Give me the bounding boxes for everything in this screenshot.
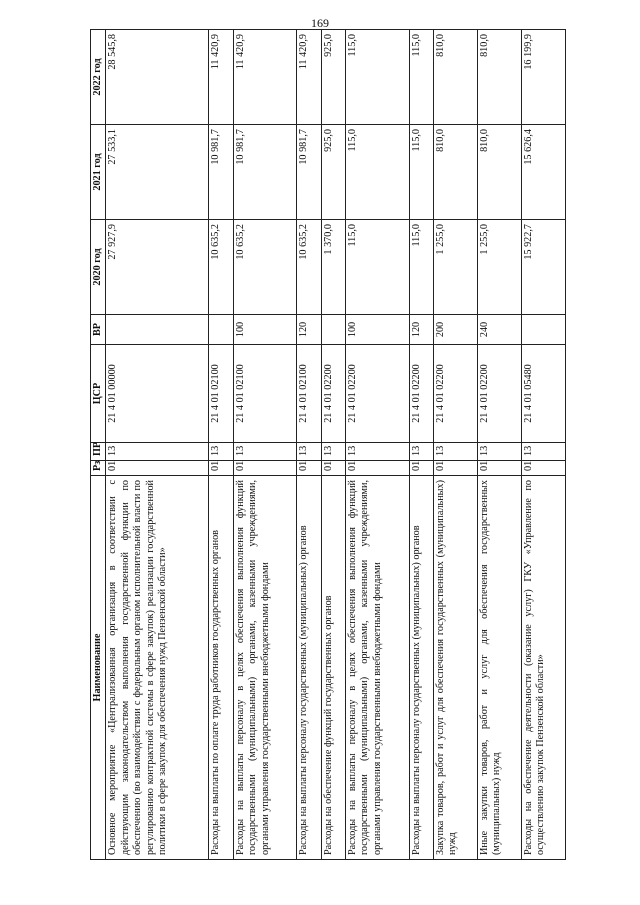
row-2020: 10 635,2: [209, 220, 233, 315]
row-csr: 21 4 01 02200: [433, 345, 477, 443]
row-vr: [106, 315, 209, 345]
row-csr: 21 4 01 02100: [297, 345, 321, 443]
header-vr: ВР: [91, 315, 106, 345]
table-row: [409, 30, 433, 860]
row-pr: 13: [409, 443, 433, 461]
budget-table: [90, 29, 566, 860]
row-csr: 21 4 01 02100: [209, 345, 233, 443]
table-row: [521, 30, 565, 860]
row-2022: 11 420,9: [297, 30, 321, 125]
row-2021: 10 981,7: [297, 125, 321, 220]
table-header-row: [91, 30, 106, 860]
row-pr: 13: [521, 443, 565, 461]
budget-table-frame: [90, 30, 566, 860]
row-2021: 10 981,7: [209, 125, 233, 220]
row-2020: 115,0: [409, 220, 433, 315]
table-row: [233, 30, 297, 860]
row-csr: 21 4 01 05480: [521, 345, 565, 443]
row-csr: 21 4 01 02200: [321, 345, 345, 443]
row-vr: 100: [233, 315, 297, 345]
header-name: Наименование: [91, 476, 106, 860]
row-2021: 10 981,7: [233, 125, 297, 220]
row-2022: 810,0: [433, 30, 477, 125]
row-2022: 925,0: [321, 30, 345, 125]
row-vr: 240: [477, 315, 521, 345]
row-2021: 115,0: [346, 125, 410, 220]
row-vr: 100: [346, 315, 410, 345]
table-row: [477, 30, 521, 860]
row-2021: 15 626,4: [521, 125, 565, 220]
table-row: [209, 30, 233, 860]
row-2020: 15 922,7: [521, 220, 565, 315]
header-2020: 2020 год: [91, 220, 106, 315]
row-rz: 01: [209, 461, 233, 476]
header-2022: 2022 год: [91, 30, 106, 125]
row-pr: 13: [297, 443, 321, 461]
page-number: 169: [311, 16, 329, 30]
row-name: Расходы на выплаты персоналу государственных (муниципальных) органов: [409, 476, 433, 860]
row-csr: 21 4 01 02200: [477, 345, 521, 443]
row-2021: 925,0: [321, 125, 345, 220]
row-rz: 01: [433, 461, 477, 476]
row-name: Расходы на выплаты персоналу в целях обеспечения выполнения функций государственными (муниципальными) органами, казенными учреждениями, органами управления государственными внебюджетными фондами: [346, 476, 410, 860]
header-pr: ПР: [91, 443, 106, 461]
table-row: [106, 30, 209, 860]
row-2020: 115,0: [346, 220, 410, 315]
row-csr: 21 4 01 02100: [233, 345, 297, 443]
table-row: [346, 30, 410, 860]
header-2021: 2021 год: [91, 125, 106, 220]
table-row: [433, 30, 477, 860]
row-vr: [521, 315, 565, 345]
header-rz: Рз: [91, 461, 106, 476]
row-name: Расходы на обеспечение деятельности (оказание услуг) ГКУ «Управление по осуществлению закупок Пензенской области»: [521, 476, 565, 860]
row-rz: 01: [521, 461, 565, 476]
row-csr: 21 4 01 02200: [346, 345, 410, 443]
row-2022: 810,0: [477, 30, 521, 125]
row-2020: 10 635,2: [233, 220, 297, 315]
row-2020: 1 370,0: [321, 220, 345, 315]
row-rz: 01: [233, 461, 297, 476]
row-pr: 13: [106, 443, 209, 461]
row-2022: 28 545,8: [106, 30, 209, 125]
row-name: Расходы на обеспечение функций государственных органов: [321, 476, 345, 860]
row-vr: [209, 315, 233, 345]
row-2022: 115,0: [346, 30, 410, 125]
row-2020: 1 255,0: [433, 220, 477, 315]
row-2020: 27 927,9: [106, 220, 209, 315]
row-rz: 01: [409, 461, 433, 476]
row-vr: 120: [409, 315, 433, 345]
row-name: Расходы на выплаты персоналу в целях обеспечения выполнения функций государственными (муниципальными) органами, казенными учреждениями, органами управления государственными внебюджетными фондами: [233, 476, 297, 860]
row-name: Расходы на выплаты по оплате труда работников государственных органов: [209, 476, 233, 860]
row-2022: 115,0: [409, 30, 433, 125]
row-pr: 13: [477, 443, 521, 461]
row-2022: 16 199,9: [521, 30, 565, 125]
row-csr: 21 4 01 02200: [409, 345, 433, 443]
row-2021: 810,0: [433, 125, 477, 220]
row-csr: 21 4 01 00000: [106, 345, 209, 443]
row-name: Основное мероприятие «Централизованная организация в соответствии с действующим законодательством выполнения государственной функции по обеспечению (во взаимодействии с федеральным органом исполнительной власти по регулированию контрактной системы в сфере закупок) реализации государственной политики в сфере закупок для обеспечения нужд Пензенской области»: [106, 476, 209, 860]
row-pr: 13: [433, 443, 477, 461]
row-2020: 1 255,0: [477, 220, 521, 315]
row-rz: 01: [477, 461, 521, 476]
row-2022: 11 420,9: [209, 30, 233, 125]
row-rz: 01: [106, 461, 209, 476]
row-name: Расходы на выплаты персоналу государственных (муниципальных) органов: [297, 476, 321, 860]
row-rz: 01: [321, 461, 345, 476]
row-2022: 11 420,9: [233, 30, 297, 125]
table-row: [321, 30, 345, 860]
row-pr: 13: [233, 443, 297, 461]
row-vr: 200: [433, 315, 477, 345]
row-name: Закупка товаров, работ и услуг для обеспечения государственных (муниципальных) нужд: [433, 476, 477, 860]
row-vr: 120: [297, 315, 321, 345]
row-pr: 13: [321, 443, 345, 461]
row-rz: 01: [346, 461, 410, 476]
row-2021: 115,0: [409, 125, 433, 220]
row-2021: 810,0: [477, 125, 521, 220]
row-2021: 27 533,1: [106, 125, 209, 220]
header-csr: ЦСР: [91, 345, 106, 443]
row-rz: 01: [297, 461, 321, 476]
row-2020: 10 635,2: [297, 220, 321, 315]
row-name: Иные закупки товаров, работ и услуг для обеспечения государственных (муниципальных) нужд: [477, 476, 521, 860]
table-row: [297, 30, 321, 860]
row-pr: 13: [209, 443, 233, 461]
row-pr: 13: [346, 443, 410, 461]
row-vr: [321, 315, 345, 345]
